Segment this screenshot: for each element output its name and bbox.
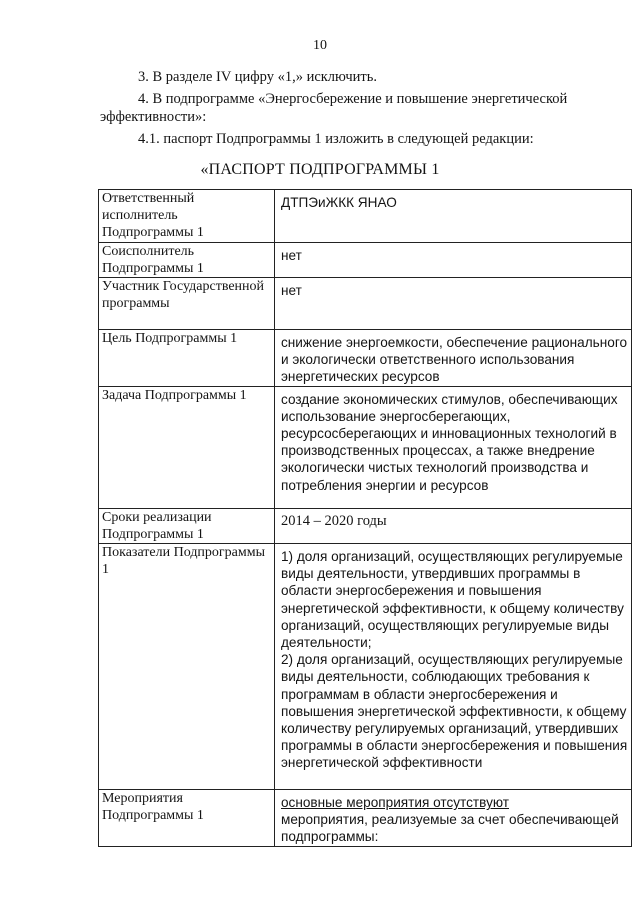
row-value: снижение энергоемкости, обеспечение рационального и экологически ответственного использования энергетических ресурсов [275,330,632,387]
paragraph-subprogram [100,90,630,126]
table-row [99,508,632,543]
measures-support: мероприятия, реализуемые за счет обеспечивающей подпрограммы: [281,812,619,845]
row-label: Цель Подпрограммы 1 [99,330,275,387]
measures-main: основные мероприятия отсутствуют [281,795,509,811]
table-row [99,386,632,508]
row-value: нет [275,242,632,277]
table-row [99,242,632,277]
row-label: Соисполнитель Подпрограммы 1 [99,242,275,277]
table-row [99,278,632,330]
table-row [99,790,632,847]
row-label: Участник Государственной программы [99,278,275,330]
indicator-1: 1) доля организаций, осуществляющих регулируемые виды деятельности, утвердивших программы в области энергосбережения и повышения энергетической эффективности, к общему количеству организаций, осуществляющих регулируемые виды деятельности; [281,549,624,651]
indicator-2: 2) доля организаций, осуществляющих регулируемые виды деятельности, соблюдающих требования к программам в области энергосбережения и повышения энергетической эффективности, к общему количеству регулируемых организаций, утвердивших программы в области энергосбережения и повышения энергетической эффективности [281,652,628,771]
passport-table [98,189,632,847]
row-value: 2014 – 2020 годы [275,508,632,543]
row-label: Ответственный исполнитель Подпрограммы 1 [99,190,275,243]
table-row [99,330,632,387]
row-value: нет [275,278,632,330]
table-row [99,544,632,790]
row-value: ДТПЭиЖКК ЯНАО [275,190,632,243]
table-row [99,190,632,243]
passport-title: «ПАСПОРТ ПОДПРОГРАММЫ 1 [200,161,440,178]
page-number: 10 [313,38,327,53]
paragraph-section-iv: 3. В разделе IV цифру «1,» исключить. [138,69,377,85]
paragraph-subprogram-cont: эффективности»: [100,109,207,125]
paragraph-passport-intro: 4.1. паспорт Подпрограммы 1 изложить в следующей редакции: [138,131,534,147]
row-label: Показатели Подпрограммы 1 [99,544,275,790]
row-label: Сроки реализации Подпрограммы 1 [99,508,275,543]
row-label: Мероприятия Подпрограммы 1 [99,790,275,847]
row-value [275,544,632,790]
row-value: создание экономических стимулов, обеспечивающих использование энергосберегающих, ресурсосберегающих и инновационных технологий в производственных процессах, а также внедрение экологически чистых технологий производства и потребления энергии и ресурсов [275,386,632,508]
paragraph-subprogram-main: 4. В подпрограмме «Энергосбережение и повышение энергетической [138,91,568,107]
row-value [275,790,632,847]
row-label: Задача Подпрограммы 1 [99,386,275,508]
